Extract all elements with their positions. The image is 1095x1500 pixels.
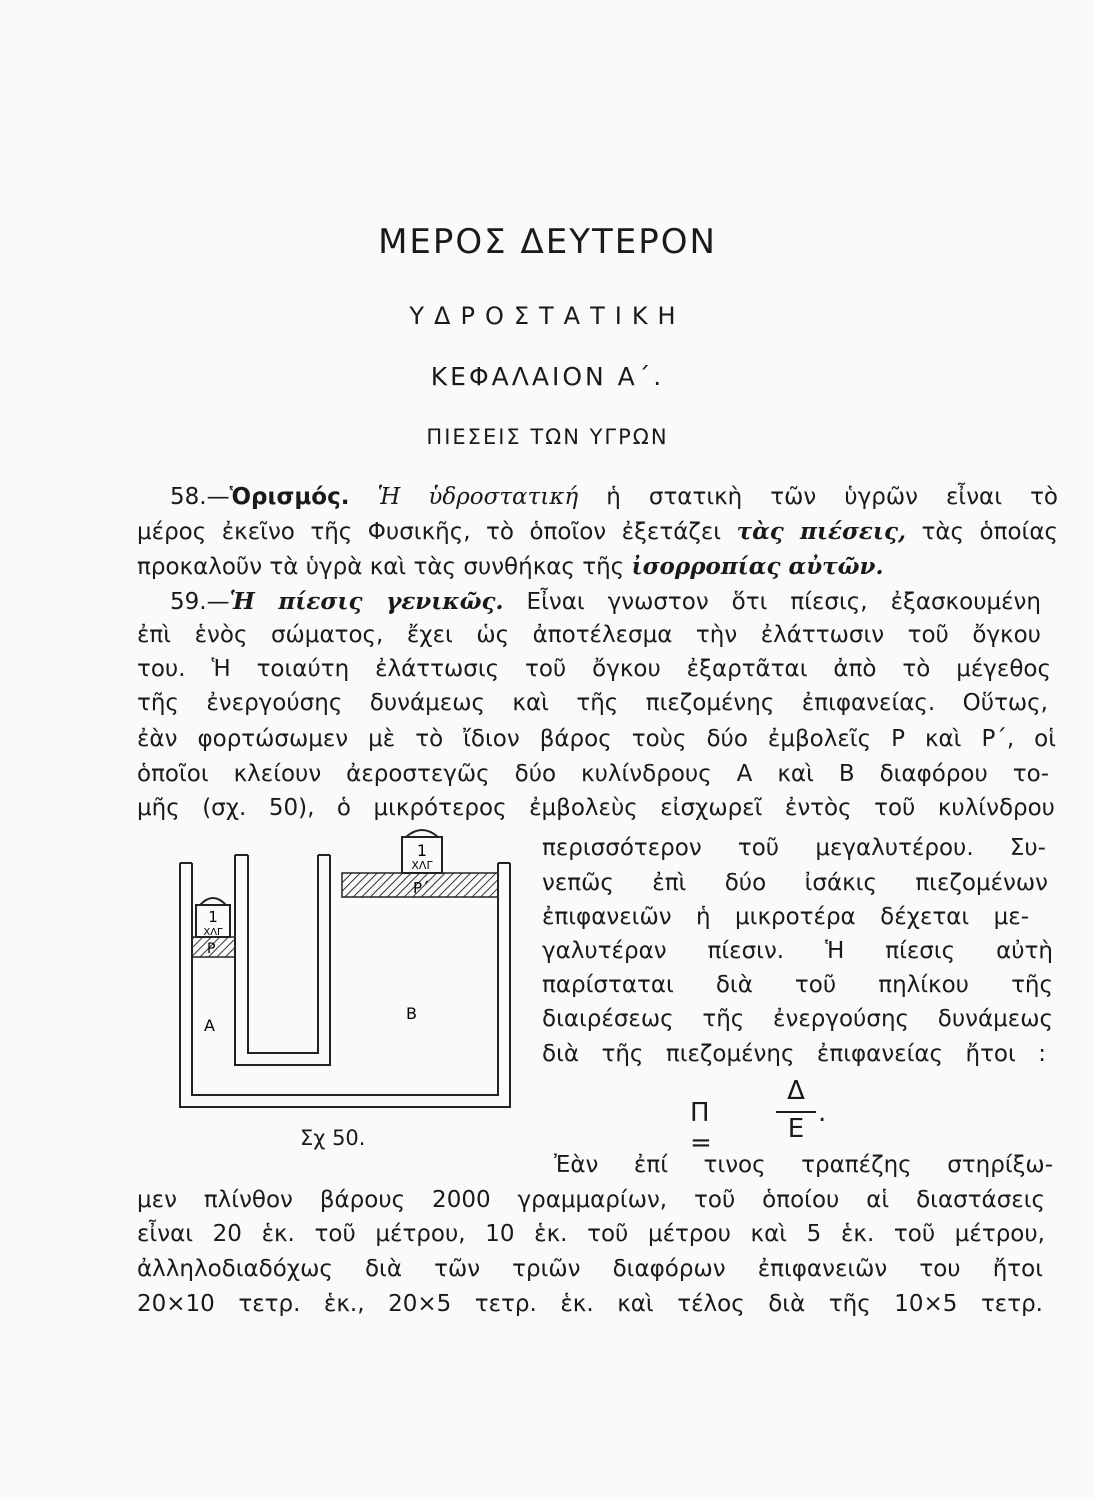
p58-line-1: 58.—Ὁρισμός. Ἡ ὑδροστατική ἡ στατικὴ τῶν ὑγρῶν εἶναι τὸ: [170, 484, 1058, 510]
part-title: ΜΕΡΟΣ ΔΕΥΤΕΡΟΝ: [378, 222, 717, 262]
chapter-title: ΚΕΦΑΛΑΙΟΝ Α΄.: [430, 362, 665, 391]
chapter-subtitle: ΠΙΕΣΕΙΣ ΤΩΝ ΥΓΡΩΝ: [426, 425, 669, 449]
p58-term: Ἡ ὑδροστατική: [377, 484, 579, 510]
p59-line-6: ὁποῖοι κλείουν ἀεροστεγῶς δύο κυλίνδρους Α καὶ Β διαφόρου το-: [137, 761, 1049, 787]
weight-small-unit: ΧΛΓ: [203, 927, 223, 938]
label-p-prime: Ρ΄: [413, 879, 430, 897]
figure-50-cylinders: [170, 825, 520, 1115]
p59-line-3: του. Ἡ τοιαύτη ἐλάττωσις τοῦ ὄγκου ἐξαρτᾶται ἀπὸ τὸ μέγεθος: [137, 656, 1051, 682]
weight-small-value: 1: [208, 908, 218, 926]
p59-right-6: διαιρέσεως τῆς ἐνεργούσης δυνάμεως: [542, 1006, 1053, 1032]
p59-right-3: ἐπιφανειῶν ἡ μικροτέρα δέχεται με-: [542, 904, 1029, 930]
p59-line-7: μῆς (σχ. 50), ὁ μικρότερος ἐμβολεὺς εἰσχωρεῖ ἐντὸς τοῦ κυλίνδρου: [137, 795, 1055, 821]
figure-caption: Σχ 50.: [300, 1126, 366, 1150]
formula-dot: .: [818, 1098, 827, 1128]
label-p: Ρ: [207, 941, 216, 957]
p58-title: Ὁρισμός.: [229, 484, 350, 510]
label-b: Β: [406, 1004, 417, 1023]
p-end-line-4: 20×10 τετρ. ἑκ., 20×5 τετρ. ἑκ. καὶ τέλος διὰ τῆς 10×5 τετρ.: [137, 1291, 1043, 1317]
p59-line-5: ἐὰν φορτώσωμεν μὲ τὸ ἴδιον βάρος τοὺς δύο ἐμβολεῖς Ρ καὶ Ρ΄, οἱ: [137, 726, 1056, 752]
p59-right-5: παρίσταται διὰ τοῦ πηλίκου τῆς: [542, 972, 1053, 998]
formula-numerator: Δ: [787, 1076, 805, 1106]
p59-line-4: τῆς ἐνεργούσης δυνάμεως καὶ τῆς πιεζομένης ἐπιφανείας. Οὕτως,: [137, 690, 1048, 716]
p-end-line-3: ἀλληλοδιαδόχως διὰ τῶν τριῶν διαφόρων ἐπιφανειῶν του ἤτοι: [137, 1256, 1043, 1282]
formula-denominator: Ε: [787, 1114, 805, 1144]
p59-right-2: νεπῶς ἐπὶ δύο ἰσάκις πιεζομένων: [542, 870, 1048, 896]
p-end-line-1: μεν πλίνθον βάρους 2000 γραμμαρίων, τοῦ ὁποίου αἱ διαστάσεις: [137, 1187, 1045, 1213]
p59-right-7: διὰ τῆς πιεζομένης ἐπιφανείας ἤτοι :: [542, 1041, 1046, 1067]
section-title: ΥΔΡΟΣΤΑΤΙΚΗ: [409, 302, 686, 330]
p59-right-1: περισσότερον τοῦ μεγαλυτέρου. Συ-: [542, 835, 1046, 861]
p58-line-2: μέρος ἐκεῖνο τῆς Φυσικῆς, τὸ ὁποῖον ἐξετάζει τὰς πιέσεις, τὰς ὁποίας: [137, 518, 1058, 545]
formula-lhs: Π =: [690, 1098, 712, 1158]
p59-number: 59.—: [170, 589, 230, 615]
p59-title: Ἡ πίεσις γενικῶς.: [229, 588, 504, 615]
p-end-right: Ἐὰν ἐπί τινος τραπέζης στηρίξω-: [554, 1152, 1053, 1178]
p59-line-2: ἐπὶ ἑνὸς σώματος, ἔχει ὡς ἀποτέλεσμα τὴν ἐλάττωσιν τοῦ ὄγκου: [137, 622, 1041, 648]
weight-large-value: 1: [416, 841, 428, 860]
weight-large-unit: ΧΛΓ: [411, 859, 433, 872]
p58-line-3: προκαλοῦν τὰ ὑγρὰ καὶ τὰς συνθήκας τῆς ἰσορροπίας αὐτῶν.: [137, 553, 884, 580]
p-end-line-2: εἶναι 20 ἑκ. τοῦ μέτρου, 10 ἑκ. τοῦ μέτρου καὶ 5 ἑκ. τοῦ μέτρου,: [137, 1221, 1045, 1247]
p58-number: 58.—: [170, 484, 230, 510]
p59-line-1: 59.—Ἡ πίεσις γενικῶς. Εἶναι γνωστον ὅτι πίεσις, ἐξασκουμένη: [170, 588, 1041, 615]
p59-right-4: γαλυτέραν πίεσιν. Ἡ πίεσις αὐτὴ: [542, 938, 1053, 964]
label-a: Α: [204, 1016, 215, 1035]
fraction-bar: [776, 1111, 816, 1113]
